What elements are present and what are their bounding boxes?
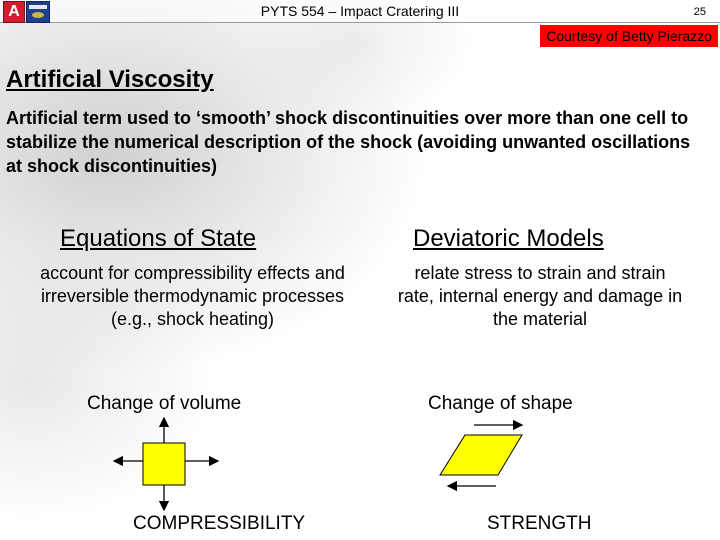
right-column-title: Deviatoric Models (413, 225, 604, 252)
slide-title: PYTS 554 – Impact Cratering III (260, 3, 460, 19)
right-change-label: Change of shape (428, 393, 573, 414)
volume-square (143, 443, 185, 485)
left-change-label: Change of volume (87, 393, 242, 414)
courtesy-badge: Courtesy of Betty Pierazzo (540, 25, 718, 47)
intro-text: Artificial term used to ‘smooth’ shock discontinuities over more than one cell to stabilize the numerical description of the shock (avoiding unwanted oscillations at shock discontinuities) (6, 108, 691, 176)
page-number: 25 (693, 6, 706, 18)
left-caption: COMPRESSIBILITY (133, 513, 306, 534)
right-caption: STRENGTH (487, 513, 592, 534)
shear-diagram (430, 415, 550, 500)
university-logo: A (3, 1, 25, 23)
left-column-text: account for compressibility effects and irreversible thermodynamic processes (e.g., shock heating) (40, 263, 345, 329)
left-column-title: Equations of State (60, 225, 257, 252)
compression-diagram (105, 415, 225, 515)
shape-parallelogram (440, 435, 522, 475)
section-heading: Artificial Viscosity (6, 66, 214, 93)
right-column-text: relate stress to strain and strain rate, internal energy and damage in the material (397, 263, 683, 329)
